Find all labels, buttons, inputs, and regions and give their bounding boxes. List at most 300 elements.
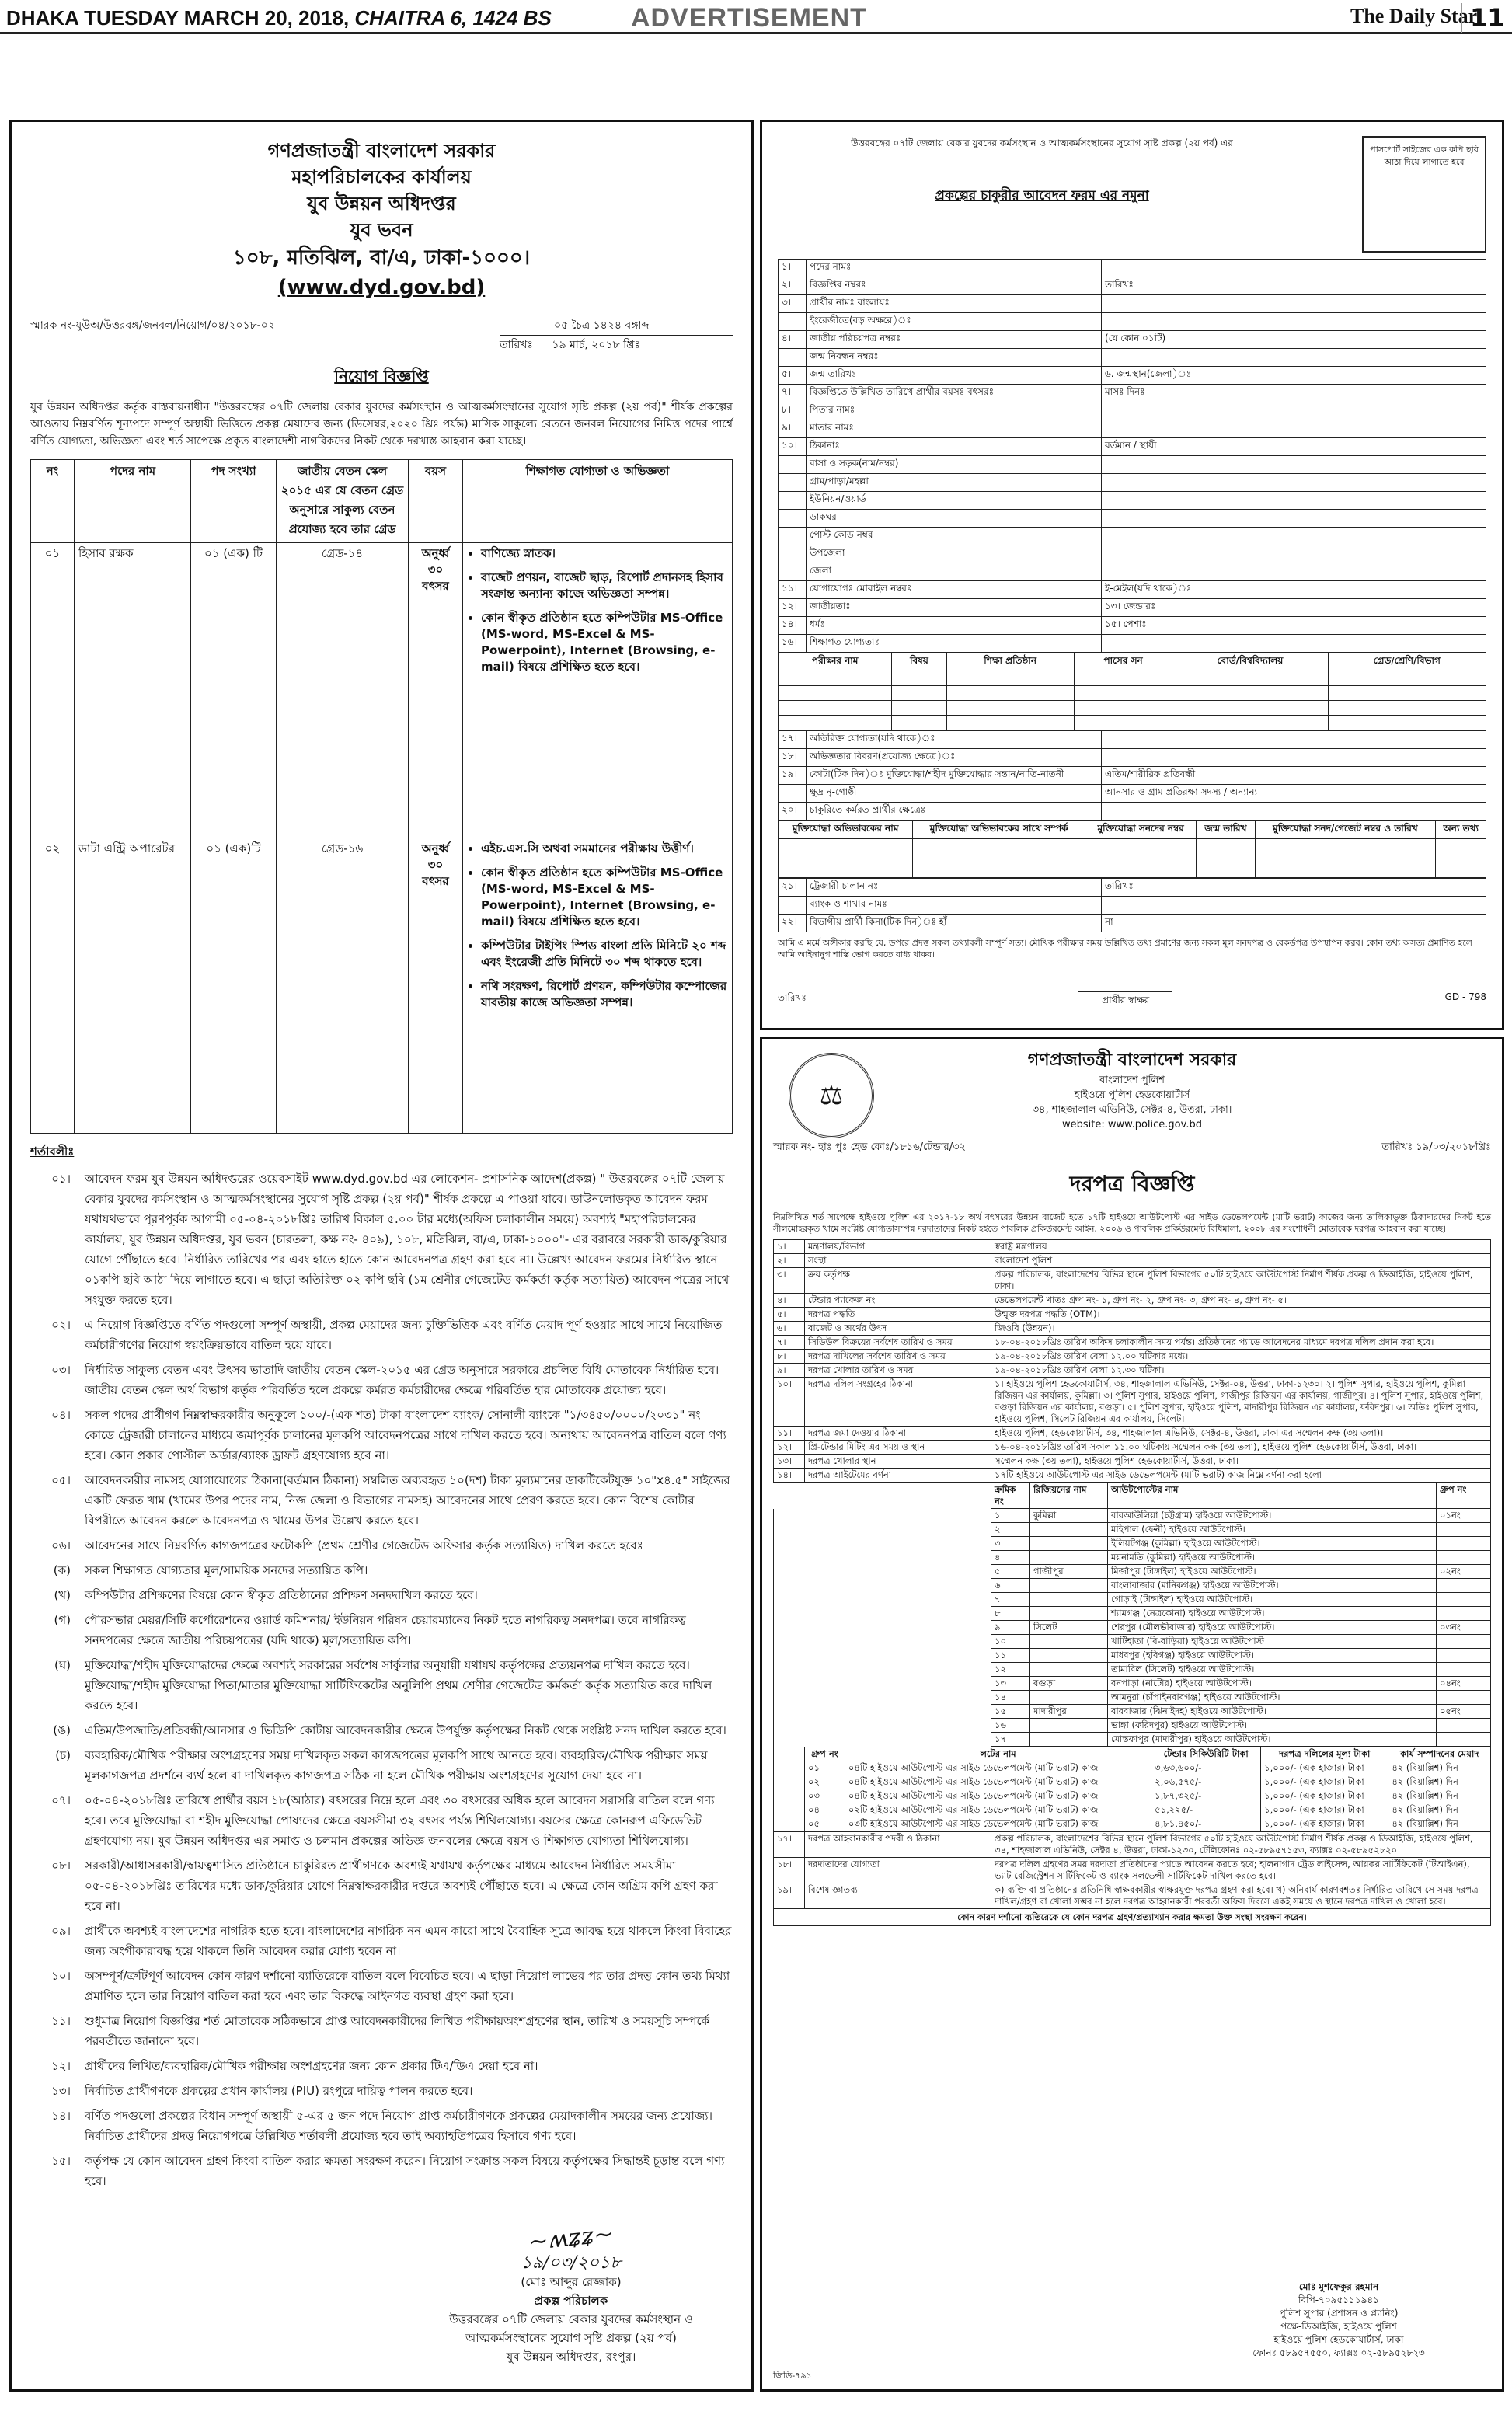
officer-name: মোঃ মুশফেকুর রহমান [1298, 2281, 1379, 2292]
form-row-extra[interactable] [1102, 474, 1486, 492]
dyd-website[interactable]: (www.dyd.gov.bd) [277, 276, 486, 299]
form-header-row [778, 136, 1486, 253]
police-gov: গণপ্রজাতন্ত্রী বাংলাদেশ সরকার [1027, 1050, 1237, 1070]
form-row[interactable] [779, 785, 1486, 803]
signature-scribble: ~ʍʑʑ~ [527, 2220, 615, 2256]
form-row[interactable] [779, 767, 1486, 785]
condition-number: (খ) [54, 1588, 71, 1602]
condition-number: ০৭। [51, 1793, 71, 1807]
form-row[interactable] [779, 492, 1486, 510]
conditions-title: শর্তাবলীঃ [30, 1145, 75, 1158]
condition-text: এতিম/উপজাতি/প্রতিবন্ধী/আনসার ও ভিডিপি কোটায় আবেদনকারীর ক্ষেত্রে উপর্যুক্ত কর্তৃপক্ষের নিকট থেকে সংশ্লিষ্ট সনদ দাখিল করতে হবে। [85, 1723, 726, 1737]
condition-number: ০৯। [51, 1924, 71, 1938]
form-row[interactable] [779, 295, 1486, 313]
form-row[interactable] [779, 563, 1486, 581]
form-row-label: গ্রাম/পাড়া/মহল্লা [807, 474, 1102, 492]
form-row-number: ২। [779, 277, 807, 295]
dyd-dept: যুব উন্নয়ন অধিদপ্তর [307, 193, 456, 214]
form-row[interactable] [779, 474, 1486, 492]
edu-row[interactable] [779, 671, 1486, 686]
form-title: প্রকল্পের চাকুরীর আবেদন ফরম এর নমুনা [935, 188, 1149, 204]
group-row: ০৪ ০২টি হাইওয়ে আউটপোস্ট এর সাইড ডেভেলপমেন্ট (মাটি ভরাট) কাজ ৫১,২২৫/- ১,০০০/- (এক হাজার) টাকা ৪২ (বিয়াল্লিশ) দিন [774, 1803, 1491, 1817]
form-row-number: ২২। [779, 915, 807, 932]
outpost-row: ৭ গোড়াই (টাঙ্গাইল) হাইওয়ে আউটপোস্ট। [774, 1593, 1491, 1607]
police-signature-block [1222, 2280, 1455, 2360]
condition-number: (গ) [54, 1613, 71, 1627]
condition-text: এ নিয়োগ বিজ্ঞপ্তিতে বর্ণিত পদগুলো সম্পূর্ণ অস্থায়ী, প্রকল্প মেয়াদের জন্য চুক্তিভিত্তিক এবং বর্ণিত মেয়াদ পূর্ণ হওয়ার সাথে সাথে নিয়োজিত কর্মচারীগণের নিয়োগ স্বয়ংক্রিয়ভাবে বাতিল হয়ে যাবে। [85, 1318, 723, 1352]
form-row-extra[interactable] [1102, 731, 1486, 749]
column-header: গ্রুপ নং [805, 1747, 845, 1761]
column-header: কার্য সম্পাদনের মেয়াদ [1388, 1747, 1491, 1761]
group-row: ০৩ ০৪টি হাইওয়ে আউটপোস্ট এর সাইড ডেভেলপমেন্ট (মাটি ভরাট) কাজ ১,৮৭,৩২৫/- ১,০০০/- (এক হাজার) টাকা ৪২ (বিয়াল্লিশ) দিন [774, 1789, 1491, 1803]
form-row[interactable] [779, 599, 1486, 617]
form-row[interactable] [779, 385, 1486, 402]
column-header: দরপত্র দলিলের মূল্য টাকা [1261, 1747, 1388, 1761]
condition-text: অসম্পূর্ণ/ত্রুটিপূর্ণ আবেদন কোন কারণ দর্শানো ব্যাতিরেকে বাতিল বলে বিবেচিত হবে। এ ছাড়া নিয়োগ লাভের পর তার প্রদত্ত কোন তথ্য মিথ্যা প্রমাণিত হলে তার নিয়োগ বাতিল করা হবে এবং তার বিরুদ্ধে আইনগত ব্যবস্থা গ্রহণ করা হবে। [85, 1969, 730, 2003]
condition-item [30, 1560, 733, 1580]
form-row-number: ৭। [779, 385, 807, 402]
condition-item [30, 1535, 733, 1556]
group-header-row [774, 1747, 1491, 1761]
vacancy-row: ০২ ডাটা এন্ট্রি অপারেটর ০১ (এক)টি গ্রেড-১৬ অনুর্ধ্ব ৩০ বৎসর • এইচ.এস.সি অথবা সমমানের পরীক্ষায় উত্তীর্ণ। • কোন স্বীকৃত প্রতিষ্ঠান হতে কম্পিউটার MS-Office (MS-word, MS-Excel & MS-Powerpoint), Internet (Browsing, e-mail) বিষয়ে প্রশিক্ষিত হতে হবে। • কম্পিউটার টাইপিং স্পিড বাংলা প্রতি মিনিটে ২০ শব্দ এবং ইংরেজী প্রতি মিনিটে ৩০ শব্দ থাকতে হবে। • নথি সংরক্ষণ, রিপোর্ট প্রণয়ন, কম্পিউটার কম্পোজের যাবতীয় কাজে অভিজ্ঞতা সম্পন্ন। [31, 838, 733, 1134]
police-website[interactable]: website: www.police.gov.bd [1062, 1119, 1202, 1131]
tender-extra-row: ১৭। দরপত্র আহবানকারীর পদবী ও ঠিকানা প্রকল্প পরিচালক, বাংলাদেশের বিভিন্ন স্থানে পুলিশ বিভাগের ৫০টি হাইওয়ে আউটপোস্ট নির্মাণ শীর্ষক প্রকল্প ও ডিআইজি, হাইওয়ে পুলিশ, ৩৪, শাহজালাল এভিনিউ, সেক্টর ৪, উত্তরা, ঢাকা-১২৩০, টেলিফোনঃ ০২-৫৮৯৫৭১৫৩, ফ্যাক্সঃ ০২-৫৮৯৫২৮২০ [774, 1832, 1491, 1858]
form-row-number [779, 785, 807, 803]
form-gd-code: GD - 798 [1444, 991, 1486, 1002]
form-row-extra[interactable] [1102, 456, 1486, 474]
form-table-quota [778, 730, 1486, 821]
form-row-label: জাতীয়তাঃ [807, 599, 1102, 617]
form-row-label: অভিজ্ঞতার বিবরণ(প্রযোজ্য ক্ষেত্রে)ঃ [807, 749, 1102, 767]
form-row[interactable] [779, 331, 1486, 349]
signer-name: (মোঃ আব্দুর রেজ্জাক) [521, 2275, 622, 2289]
tender-details-table [773, 1239, 1491, 1483]
condition-number: ০৩। [51, 1363, 71, 1377]
form-row-label: বিজ্ঞপ্তির নম্বরঃ [807, 277, 1102, 295]
dyd-title: নিয়োগ বিজ্ঞপ্তি [334, 367, 429, 385]
police-emblem-icon: ⚖ [789, 1053, 874, 1138]
form-row-label: জন্ম নিবন্ধন নম্বরঃ [807, 349, 1102, 367]
form-row-number: ১৬। [779, 635, 807, 653]
form-row-extra[interactable]: তারিখঃ [1102, 879, 1486, 897]
form-row-label: পোস্ট কোড নম্বর [807, 528, 1102, 545]
condition-item [30, 2056, 733, 2076]
condition-text: মুক্তিযোদ্ধা/শহীদ মুক্তিযোদ্ধাদের ক্ষেত্রে অবশ্যই সরকারের সর্বশেষ সার্কুলার অনুযায়ী যথাযথ কর্তৃপক্ষের প্রত্যয়নপত্র দাখিল করতে হবে। মুক্তিযোদ্ধা/শহীদ মুক্তিযোদ্ধা পিতা/মাতার মুক্তিযোদ্ধা সার্টিফিকেটের অনুলিপি প্রথম শ্রেণীর গেজেটেড কর্মকর্তা কর্তৃক সত্যায়িত করে দাখিল করতে হবে। [85, 1658, 712, 1712]
condition-number: (চ) [55, 1748, 71, 1762]
form-row-extra[interactable] [1102, 545, 1486, 563]
form-row-label: বিভাগীয় প্রার্থী কিনা(টিক দিন)ঃ হাঁ [807, 915, 1102, 932]
condition-number: (ক) [53, 1563, 71, 1577]
edu-header-row [779, 653, 1486, 671]
condition-item [30, 1720, 733, 1740]
form-row-extra[interactable]: আনসার ও গ্রাম প্রতিরক্ষা সদস্য / অন্যান্য [1102, 785, 1486, 803]
column-header: আউটপোস্টের নাম [1108, 1483, 1437, 1509]
police-date: তারিখঃ ১৯/০৩/২০১৮খ্রিঃ [1381, 1141, 1491, 1153]
form-row[interactable] [779, 313, 1486, 331]
officer-office: হাইওয়ে পুলিশ হেডকোয়ার্টার্স, ঢাকা [1273, 2334, 1404, 2345]
form-row-label: ব্যাংক ও শাখার নামঃ [807, 897, 1102, 915]
dyd-gov: গণপ্রজাতন্ত্রী বাংলাদেশ সরকার [267, 140, 496, 162]
form-row[interactable] [779, 749, 1486, 767]
form-row[interactable] [779, 731, 1486, 749]
outpost-row: ১৫ মাদারীপুর বারবাজার (ঝিনাইদহ) হাইওয়ে আউটপোস্ট। ০৫নং [774, 1705, 1491, 1719]
condition-text: কম্পিউটার প্রশিক্ষণের বিষয়ে কোন স্বীকৃত প্রতিষ্ঠানের প্রশিক্ষণ সনদদাখিল করতে হবে। [85, 1588, 478, 1602]
form-row-label: অতিরিক্ত যোগ্যতা(যদি থাকে)ঃ [807, 731, 1102, 749]
form-row[interactable] [779, 635, 1486, 653]
form-row-number [779, 349, 807, 367]
form-row-extra[interactable] [1102, 313, 1486, 331]
form-row-extra[interactable] [1102, 528, 1486, 545]
column-header: গ্রুপ নং [1437, 1483, 1491, 1509]
form-row[interactable] [779, 260, 1486, 277]
form-row-label: ইংরেজীতে(বড় অক্ষরে)ঃ [807, 313, 1102, 331]
condition-number: ১৪। [51, 2109, 71, 2123]
form-row-label: মাতার নামঃ [807, 420, 1102, 438]
form-sign-label: প্রার্থীর স্বাক্ষর [1078, 991, 1172, 1011]
column-header: লটের নাম [845, 1747, 1151, 1761]
form-row-extra[interactable] [1102, 260, 1486, 277]
dyd-office: মহাপরিচালকের কার্যালয় [291, 166, 472, 188]
condition-text: আবেদন ফরম যুব উন্নয়ন অধিদপ্তরের ওয়েবসাইট www.dyd.gov.bd এর লোকেশন- প্রশাসনিক আদেশ(প্রকল্প) " উত্তরবঙ্গের ০৭টি জেলায় বেকার যুবদের কর্মসংস্থান ও আত্মকর্মসংস্থানের সুযোগ সৃষ্টি প্রকল্প (২য় পর্ব)" শীর্ষক প্রকল্পে এ পাওয়া যাবে। ডাউনলোডকৃত আবেদন ফরম যথাযথভাবে পূরণপূর্বক আগামী ০৫-০৪-২০১৮খ্রিঃ তারিখ বিকাল ৫.০০ টার মধ্যে(অফিস চলাকালীন সময়ে) অবশ্যই "মহাপরিচালকের কার্যালয়, যুব উন্নয়ন অধিদপ্তর, যুব ভবন (চারতলা, কক্ষ নং- ৪০৯), ১০৮, মতিঝিল, বা/এ, ঢাকা-১০০০"- এর বরাবরে সরকারী ডাক/কুরিয়ার যোগে পৌঁছাতে হবে। নির্ধারিত তারিখের পর এবং হাতে হাতে কোন আবেদনপত্র গ্রহণ করা হবে না। উল্লেখ্য আবেদন ফরমের নির্ধারিত স্থানে ০১কপি ছবি আঠা দিয়ে লাগাতে হবে। এ ছাড়া অতিরিক্ত ০২ কপি ছবি (১ম শ্রেনীর গেজেটেড কর্মকর্তা কর্তৃক সত্যায়িত) আবেদন পত্রের সাথে সংযুক্ত করতে হবে। [85, 1172, 730, 1307]
form-row-number: ৯। [779, 420, 807, 438]
dyd-date: ০৫ চৈত্র ১৪২৪ বঙ্গাব্দ তারিখঃ ১৯ মার্চ, ২০১৮ খ্রিঃ [500, 316, 733, 354]
form-row-label: জন্ম তারিখঃ [807, 367, 1102, 385]
form-row[interactable] [779, 879, 1486, 897]
form-row-label: চাকুরিতে কর্মরত প্রার্থীর ক্ষেত্রেঃ [807, 803, 1102, 821]
dyd-memo-row [30, 316, 733, 354]
form-row-number [779, 456, 807, 474]
condition-number: ১৩। [51, 2084, 71, 2098]
form-row-number [779, 563, 807, 581]
form-row-extra[interactable]: (যে কোন ০১টি) [1102, 331, 1486, 349]
form-row[interactable] [779, 367, 1486, 385]
dyd-signature-block [416, 2220, 726, 2366]
condition-number: (ঘ) [54, 1658, 71, 1672]
form-row-extra[interactable] [1102, 420, 1486, 438]
condition-text: ০৫-০৪-২০১৮খ্রিঃ তারিখে প্রার্থীর বয়স ১৮(আঠার) বৎসরের নিম্নে হলে এবং ৩০ বৎসরের অধিক হলে আবেদন সরাসরি বাতিল বলে গণ্য হবে। তবে মুক্তিযোদ্ধা বা শহীদ মুক্তিযোদ্ধা পোষ্যদের ক্ষেত্রে বয়সসীমা ৩২ বৎসর পর্যন্ত শিথিলযোগ্য। বয়সের ক্ষেত্রে কোনরূপ এফিডেভিট গ্রহণযোগ্য নয়। যুব উন্নয়ন অধিদপ্তর এর সমাপ্ত ও চলমান প্রকল্পের অভিজ্ঞ জনবলের ক্ষেত্রে বয়স ও শিক্ষাগত যোগ্যতা শিথিলযোগ্য। [85, 1793, 715, 1848]
tender-detail-row: ১। মন্ত্রণালয়/বিভাগ স্বরাষ্ট্র মন্ত্রণালয় [774, 1240, 1491, 1254]
condition-number: ০১। [51, 1172, 71, 1186]
officer-title2: পক্ষে-ডিআইজি, হাইওয়ে পুলিশ [1280, 2321, 1397, 2332]
form-row-extra[interactable] [1102, 897, 1486, 915]
condition-number: ০৮। [51, 1859, 71, 1873]
tender-groups-table [773, 1747, 1491, 1831]
tender-outposts-table [773, 1483, 1491, 1747]
outpost-row: ১৭ মোস্তফাপুর (মাদারীপুর) হাইওয়ে আউটপোস্ট। [774, 1733, 1491, 1747]
condition-text: শুধুমাত্র নিয়োগ বিজ্ঞপ্তির শর্ত মোতাবেক সঠিকভাবে প্রাপ্ত আবেদনকারীদের লিখিত পরীক্ষায়অংশগ্রহণের স্থান, তারিখ ও সময়সূচি সম্পর্কে পরবর্তীতে জানানো হবে। [85, 2014, 709, 2048]
officer-id: বিপি-৭০৯৫১১১৯৪১ [1298, 2294, 1379, 2305]
form-row-number: ৪। [779, 331, 807, 349]
edu-row[interactable] [779, 716, 1486, 730]
condition-item [30, 2011, 733, 2051]
form-row-extra[interactable]: এতিম/শারীরিক প্রতিবন্ধী [1102, 767, 1486, 785]
condition-item [30, 1585, 733, 1605]
condition-item [30, 1405, 733, 1465]
condition-item [30, 1655, 733, 1716]
form-row[interactable] [779, 277, 1486, 295]
column-header: মুক্তিযোদ্ধা অভিভাবকের সাথে সম্পর্ক [913, 821, 1085, 839]
police-tender-ad [760, 1037, 1504, 2392]
form-row-extra[interactable] [1102, 510, 1486, 528]
edu-row[interactable] [779, 701, 1486, 716]
form-row-label: ট্রেজারী চালান নঃ [807, 879, 1102, 897]
form-row-extra[interactable] [1102, 803, 1486, 821]
condition-number: ১২। [51, 2059, 71, 2073]
column-header: বিষয় [892, 653, 946, 671]
form-table-personal [778, 259, 1486, 653]
tender-detail-row: ১৩। দরপত্র খোলার স্থান সম্মেলন কক্ষ (৩য় তলা), হাইওয়ে পুলিশ হেডকোয়ার্টার্স, উত্তরা, ঢাকা। [774, 1455, 1491, 1469]
vacancy-row: ০১ হিসাব রক্ষক ০১ (এক) টি গ্রেড-১৪ অনুর্ধ্ব ৩০ বৎসর • বাণিজ্যে স্নাতক। • বাজেট প্রণয়ন, বাজেট ছাড়, রিপোর্ট প্রদানসহ হিসাব সংক্রান্ত অন্যান্য কাজে অভিজ্ঞতা সম্পন্ন। • কোন স্বীকৃত প্রতিষ্ঠান হতে কম্পিউটার MS-Office (MS-word, MS-Excel & MS-Powerpoint), Internet (Browsing, e-mail) বিষয়ে প্রশিক্ষিত হতে হবে। [31, 543, 733, 838]
police-hq: হাইওয়ে পুলিশ হেডকোয়ার্টার্স [1074, 1089, 1190, 1101]
form-row-extra[interactable] [1102, 749, 1486, 767]
column-header: পাসের সন [1074, 653, 1172, 671]
outpost-row: ১৪ আমনুরা (চাঁপাইনবাবগঞ্জ) হাইওয়ে আউটপোস্ট। [774, 1691, 1491, 1705]
condition-item [30, 1855, 733, 1916]
signer-office: যুব উন্নয়ন অধিদপ্তর, রংপুর। [506, 2350, 636, 2364]
condition-text: আবেদনের সাথে নিম্নবর্ণিত কাগজপত্রের ফটোকপি (প্রথম শ্রেণীর গেজেটেড অফিসার কর্তৃক সত্যায়িত) দাখিল করতে হবেঃ [85, 1538, 643, 1552]
form-row-number: ১৭। [779, 731, 807, 749]
form-row-number [779, 545, 807, 563]
form-row[interactable] [779, 545, 1486, 563]
outpost-row: ৯ সিলেট শেরপুর (মৌলভীবাজার) হাইওয়ে আউটপোস্ট। ০৩নং [774, 1621, 1491, 1635]
form-row-label: জেলা [807, 563, 1102, 581]
form-row-number [779, 492, 807, 510]
outpost-row: ১৬ ভাঙ্গা (ফরিদপুর) হাইওয়ে আউটপোস্ট। [774, 1719, 1491, 1733]
edu-row[interactable] [779, 686, 1486, 701]
condition-number: ০৫। [51, 1473, 71, 1487]
form-row-number: ১৯। [779, 767, 807, 785]
condition-text: প্রার্থীদের লিখিত/ব্যবহারিক/মৌখিক পরীক্ষায় অংশগ্রহণের জন্য কোন প্রকার টিএ/ডিএ দেয়া হবে না। [85, 2059, 538, 2073]
outpost-header-row [774, 1483, 1491, 1509]
tender-detail-row: ১২। প্রি-টেন্ডার মিটিং এর সময় ও স্থান ১৬-০৪-২০১৮খ্রিঃ তারিখ সকাল ১১.০০ ঘটিকায় সম্মেলন কক্ষ (৩য় তলা), হাইওয়ে পুলিশ হেডকোয়ার্টার্স, উত্তরা, ঢাকা। [774, 1441, 1491, 1455]
form-row-label: পিতার নামঃ [807, 402, 1102, 420]
tender-detail-row: ১৪। দরপত্র আইটেমের বর্ণনা ১৭টি হাইওয়ে আউটপোস্ট এর সাইড ডেভেলপমেন্ট (মাটি ভরাট) কাজ নিম্নে বর্ণনা করা হলো [774, 1469, 1491, 1483]
condition-item [30, 1360, 733, 1400]
form-row-number: ১৪। [779, 617, 807, 635]
condition-item [30, 1790, 733, 1851]
form-row-number [779, 897, 807, 915]
condition-item [30, 1169, 733, 1310]
outpost-row: ১০ খাটিহাতা (বি-বাড়িয়া) হাইওয়ে আউটপোস্ট। [774, 1635, 1491, 1649]
tender-detail-row: ৩। ক্রয় কর্তৃপক্ষ প্রকল্প পরিচালক, বাংলাদেশের বিভিন্ন স্থানে পুলিশ বিভাগের ৫০টি হাইওয়ে আউটপোস্ট নির্মাণ শীর্ষক প্রকল্প ও ডিআইজি, হাইওয়ে পুলিশ, ঢাকা। [774, 1268, 1491, 1294]
form-row[interactable] [779, 897, 1486, 915]
condition-text: কর্তৃপক্ষ যে কোন আবেদন গ্রহণ কিংবা বাতিল করার ক্ষমতা সংরক্ষণ করেন। নিয়োগ সংক্রান্ত সকল বিষয়ে কর্তৃপক্ষের সিদ্ধান্তই চূড়ান্ত বলে গণ্য হবে। [85, 2154, 725, 2188]
tender-detail-row: ৪। টেন্ডার প্যাকেজ নং ডেভেলপমেন্ট খাতঃ গ্রুপ নং- ১, গ্রুপ নং- ২, গ্রুপ নং- ৩, গ্রুপ নং- ৪, গ্রুপ নং- ৫। [774, 1294, 1491, 1308]
dyd-header [30, 138, 733, 302]
form-row-extra[interactable]: ই-মেইল(যদি থাকে)ঃ [1102, 581, 1486, 599]
form-row[interactable] [779, 420, 1486, 438]
form-row[interactable] [779, 617, 1486, 635]
quota-header-row [779, 821, 1486, 839]
masthead [0, 0, 1512, 34]
form-row[interactable] [779, 349, 1486, 367]
tender-detail-row: ৯। দরপত্র খোলার তারিখ ও সময় ১৯-০৪-২০১৮খ্রিঃ তারিখ বেলা ১২.৩০ ঘটিকা। [774, 1364, 1491, 1378]
tender-reserve-note: কোন কারণ দর্শানো ব্যতিরেকে যে কোন দরপত্র গ্রহণ/প্রত্যাখ্যান করার ক্ষমতা উক্ত সংস্থা সংরক্ষণ করেন। [773, 1909, 1491, 1926]
form-row-extra[interactable]: না [1102, 915, 1486, 932]
tender-detail-row: ১১। দরপত্র জমা দেওয়ার ঠিকানা হাইওয়ে পুলিশ, হেডকোয়ার্টার্স, ৩৪, শাহজালাল এভিনিউ, সেক্টর-৪, উত্তরা, ঢাকা এর সম্মেলন কক্ষ (৩য় তলা)। [774, 1427, 1491, 1441]
form-row-extra[interactable] [1102, 563, 1486, 581]
form-row-number: ১। [779, 260, 807, 277]
form-header: উত্তরবঙ্গের ০৭টি জেলায় বেকার যুবদের কর্মসংস্থান ও আত্মকর্মসংস্থানের সুযোগ সৃষ্টি প্রকল্প (২য় পর্ব) এর প্রকল্পের চাকুরীর আবেদন ফরম এর নমুনা [778, 136, 1306, 253]
tender-extra-row: ১৯। বিশেষ জ্ঞাতব্য ক) ব্যক্তি বা প্রতিষ্ঠানের প্রতিনিধি স্বাক্ষরকারীর স্বাক্ষরযুক্ত দরপত্র গ্রহণ করা হবে। খ) অনিবার্য কারণবশতঃ নির্ধারিত তারিখে সে সময় দরপত্র দাখিল/গ্রহণ বা খোলা সম্ভব না হলে দরপত্র আহ্বানকারী পরবর্তী অফিস দিবসে একই সময়ে ও স্থানে দরপত্র দাখিল ও খোলা হবে। [774, 1883, 1491, 1909]
group-row: ০২ ০৪টি হাইওয়ে আউটপোস্ট এর সাইড ডেভেলপমেন্ট (মাটি ভরাট) কাজ ২,০৬,৫৭৫/- ১,০০০/- (এক হাজার) টাকা ৪২ (বিয়াল্লিশ) দিন [774, 1775, 1491, 1789]
condition-text: ব্যবহারিক/মৌখিক পরীক্ষার অংশগ্রহণের সময় দাখিলকৃত সকল কাগজপত্রের মূলকপি সাথে আনতে হবে। ব্যবহারিক/মৌখিক পরীক্ষার সময় মূলকাগজপত্র প্রদর্শনে ব্যর্থ হলে বা দাখিলকৃত কাগজপত্র সঠিক না হলে মৌখিক পরীক্ষায় অংশগ্রহণের সুযোগ দেয়া হবে না। [85, 1748, 708, 1782]
form-row-number [779, 313, 807, 331]
form-row-extra[interactable]: ৬. জন্মস্থান(জেলা)ঃ [1102, 367, 1486, 385]
form-row-number: ১২। [779, 599, 807, 617]
condition-text: সরকারী/আধাসরকারী/স্বায়ত্বশাসিত প্রতিষ্ঠানে চাকুরিরত প্রার্থীগণকে অবশ্যই যথাযথ কর্তৃপক্ষের মাধ্যমে আবেদন নির্ধারিত সময়সীমা ০৫-০৪-২০১৮খ্রিঃ তারিখের মধ্যে ডাক/কুরিয়ার যোগে নিম্নস্বাক্ষরকারীর দপ্তরে অবশ্যই পৌঁছাতে হবে। এ ক্ষেত্রে কোন অগ্রিম কপি গ্রহণ করা হবে না। [85, 1859, 718, 1913]
form-row[interactable] [779, 456, 1486, 474]
outpost-row: ৪ ময়নামতি (কুমিল্লা) হাইওয়ে আউটপোস্ট। [774, 1551, 1491, 1565]
form-row-extra[interactable]: বর্তমান / স্থায়ী [1102, 438, 1486, 456]
page-number: 11 [1461, 3, 1505, 33]
form-row-extra[interactable]: মাসঃ দিনঃ [1102, 385, 1486, 402]
signature-date: ১৯/০৩/২০১৮ [521, 2253, 622, 2273]
condition-text: নির্ধারিত সাকুল্য বেতন এবং উৎসব ভাতাদি জাতীয় বেতন স্কেল-২০১৫ এর গ্রেড অনুসারে সরকারে প্রচলিত বিধি মোতাবেক নির্ধারিত হবে। জাতীয় বেতন স্কেল অর্থ বিভাগ কর্তৃক পরিবর্তিত হলে প্রকল্পে কর্মরত কর্মচারীদের ক্ষেত্রে পরিবর্তিত হার মোতাবেক প্রযোজ্য হবে। [85, 1363, 719, 1397]
form-row[interactable] [779, 915, 1486, 932]
form-table-treasury [778, 878, 1486, 932]
conditions-list [30, 1169, 733, 2191]
dyd-memo: স্মারক নং-যুউঅ/উত্তরবঙ্গ/জনবল/নিয়োগ/০৪/২০১৮-০২ [30, 319, 275, 332]
photo-box[interactable]: পাসপোর্ট সাইজের এক কপি ছবি আঠা দিয়ে লাগাতে হবে [1362, 136, 1486, 253]
police-org: বাংলাদেশ পুলিশ [1099, 1075, 1165, 1086]
form-row-number [779, 474, 807, 492]
condition-item [30, 2151, 733, 2191]
form-row-label: বিজ্ঞপ্তিতে উল্লিখিত তারিখে প্রার্থীর বয়সঃ বৎসরঃ [807, 385, 1102, 402]
dateline: DHAKA TUESDAY MARCH 20, 2018, CHAITRA 6, 1424 BS [6, 6, 552, 30]
condition-item [30, 1745, 733, 1786]
condition-text: আবেদনকারীর নামসহ যোগাযোগের ঠিকানা(বর্তমান ঠিকানা) সম্বলিত অব্যবহৃত ১০(দশ) টাকা মূল্যমানের ডাকটিকেটযুক্ত ১০"x৪.৫" সাইজের একটি ফেরত খাম (খামের উপর পদের নাম, নিজ জেলা ও বিভাগের নামসহ) আবেদনের সাথে প্রেরণ করতে হবে। কোন বিশেষ কোটার বিপরীতে আবেদন করলে আবেদনপত্র ও খামের উপর উল্লেখ করতে হবে। [85, 1473, 730, 1528]
outpost-row: ১৩ বগুড়া বনপাড়া (নাটোর) হাইওয়ে আউটপোস্ট। ০৪নং [774, 1677, 1491, 1691]
condition-item [30, 2081, 733, 2101]
column-header: জন্ম তারিখ [1197, 821, 1255, 839]
condition-item [30, 1966, 733, 2006]
column-header: গ্রেড/শ্রেণি/বিভাগ [1328, 653, 1486, 671]
tender-detail-row: ৭। সিডিউল বিক্রয়ের সর্বশেষ তারিখ ও সময় ১৮-০৪-২০১৮খ্রিঃ তারিখ অফিস চলাকালীন সময় পর্যন্ত। প্রতিষ্ঠানের প্যাডে আবেদনের মাধ্যমে দরপত্র দলিল প্রদান করা হবে। [774, 1336, 1491, 1350]
form-row-number: ৫। [779, 367, 807, 385]
tender-extra-row: ১৮। দরদাতাদের যোগ্যতা দরপত্র দলিল গ্রহণের সময় দরদাতা প্রতিষ্ঠানের প্যাডে আবেদন করতে হবে; হালনাগাদ ট্রেড লাইসেন্স, আয়কর সার্টিফিকেট (টিআইএন), ভ্যাট রেজিস্ট্রেশন সার্টিফিকেট ও ব্যাংক সলভেন্সী সার্টিফিকেট দাখিল করতে হবে। [774, 1858, 1491, 1883]
form-row-label: শিক্ষাগত যোগ্যতাঃ [807, 635, 1102, 653]
form-row-extra[interactable] [1102, 635, 1486, 653]
form-row-label: ডাকঘর [807, 510, 1102, 528]
dyd-intro: যুব উন্নয়ন অধিদপ্তর কর্তৃক বাস্তবায়নাধীন "উত্তরবঙ্গের ০৭টি জেলায় বেকার যুবদের কর্মসংস্থান ও আত্মকর্মসংস্থানের সুযোগ সৃষ্টি প্রকল্প (২য় পর্ব)" শীর্ষক প্রকল্পের আওতায় নিম্নবর্ণিত শূন্যপদে সম্পূর্ণ অস্থায়ী ভিত্তিতে প্রকল্প মেয়াদের জন্য (ডিসেম্বর,২০২০ খ্রিঃ পর্যন্ত) মাসিক সাকুল্যে বেতনে জনবল নিয়োগের নিমিত্ত পদের পার্শ্বে বর্ণিত যোগ্যতা, অভিজ্ঞতা এবং শর্ত সাপেক্ষে প্রকৃত বাংলাদেশী নাগরিকদের নিকট থেকে দরখাস্ত আহবান করা যাচ্ছে। [30, 401, 733, 448]
form-row-label: ক্ষুদ্র নৃ-গোষ্ঠী [807, 785, 1102, 803]
signer-title: প্রকল্প পরিচালক [534, 2294, 608, 2308]
condition-text: বর্ণিত পদগুলো প্রকল্পের বিধান সম্পূর্ণ অস্থায়ী ৫-এর ৫ জন পদে নিয়োগ প্রাপ্ত কর্মচারীগণকে প্রকল্পের মেয়াদকালীন সময়ের জন্য প্রযোজ্য। নির্বাচিত প্রার্থীদের প্রদত্ত নিয়োগপত্রে উল্লিখিত শর্তাবলী প্রযোজ্য হবে তাই অব্যাহতিপত্রের হিসাবে গণ্য হবে। [85, 2109, 712, 2143]
tender-extra-table [773, 1831, 1491, 1909]
form-row[interactable] [779, 528, 1486, 545]
condition-text: পৌরসভার মেয়র/সিটি কর্পোরেশনের ওয়ার্ড কমিশনার/ ইউনিয়ন পরিষদ চেয়ারম্যানের নিকট হতে নাগরিকত্ব সনদপত্র। তবে নাগরিকত্ব সনদপত্রের ক্ষেত্রে জাতীয় পরিচয়পত্রের (যদি থাকে) মূল/সত্যায়িত কপি। [85, 1613, 686, 1647]
dyd-recruitment-ad [9, 120, 754, 2392]
signer-project: উত্তরবঙ্গের ০৭টি জেলায় বেকার যুবদের কর্মসংস্থান ও আত্মকর্মসংস্থানের সুযোগ সৃষ্টি প্রকল্প (২য় পর্ব) [449, 2312, 693, 2345]
police-code: জিডি-৭৯১ [773, 2371, 812, 2381]
column-header: মুক্তিযোদ্ধা অভিভাবকের নাম [779, 821, 913, 839]
condition-number: ০৬। [51, 1538, 71, 1552]
form-row-label: যোগাযোগঃ মোবাইল নম্বরঃ [807, 581, 1102, 599]
form-row-number: ৮। [779, 402, 807, 420]
column-header: শিক্ষা প্রতিষ্ঠান [946, 653, 1074, 671]
form-footer [778, 991, 1486, 1011]
condition-item [30, 1610, 733, 1650]
tender-detail-row: ৫। দরপত্র পদ্ধতি উন্মুক্ত দরপত্র পদ্ধতি (OTM)। [774, 1308, 1491, 1322]
condition-number: ১১। [51, 2014, 71, 2028]
condition-number: ১৫। [51, 2154, 71, 2168]
vacancy-table [30, 459, 733, 1134]
form-declaration: আমি এ মর্মে অঙ্গীকার করছি যে, উপরে প্রদত্ত সকল তথ্যাবলী সম্পূর্ণ সত্য। মৌখিক পরীক্ষার সময় উল্লিখিত তথ্য প্রমাণের জন্য সকল মূল সনদপত্র ও রেকর্ডপত্র উপস্থাপন করব। কোন তথ্য অসত্য প্রমাণিত হলে আমি আইনানুগ শাস্তি ভোগ করতে বাধ্য থাকব। [778, 938, 1472, 960]
form-row[interactable] [779, 581, 1486, 599]
quota-row[interactable] [779, 839, 1486, 878]
form-row-number: ৩। [779, 295, 807, 313]
condition-number: (ঙ) [53, 1723, 71, 1737]
form-row-extra[interactable]: ১৫। পেশাঃ [1102, 617, 1486, 635]
dyd-building: যুব ভবন [350, 219, 413, 241]
form-row-extra[interactable]: ১৩। জেন্ডারঃ [1102, 599, 1486, 617]
column-header: পরীক্ষার নাম [779, 653, 892, 671]
form-row-label: ঠিকানাঃ [807, 438, 1102, 456]
application-form-ad [760, 120, 1504, 1030]
condition-number: ০২। [51, 1318, 71, 1332]
form-row-extra[interactable] [1102, 295, 1486, 313]
form-row-number: ১১। [779, 581, 807, 599]
condition-item [30, 2106, 733, 2146]
column-header: মুক্তিযোদ্ধা সনদ/গেজেট নম্বর ও তারিখ [1255, 821, 1436, 839]
form-row-extra[interactable] [1102, 349, 1486, 367]
condition-text: প্রার্থীকে অবশ্যই বাংলাদেশের নাগরিক হতে হবে। বাংলাদেশের নাগরিক নন এমন কারো সাথে বৈবাহিক সূত্রে আবদ্ধ হয়ে থাকলে কিংবা বিবাহের জন্য অংগীকারাবদ্ধ হয়ে থাকলে তিনি আবেদন করার যোগ্য হবেন না। [85, 1924, 732, 1958]
officer-phone: ফোনঃ ৫৮৯৫৭৫৫০, ফ্যাক্সঃ ০২-৫৮৯৫২৮২৩ [1252, 2347, 1425, 2358]
form-row-number: ২১। [779, 879, 807, 897]
form-row-number: ১০। [779, 438, 807, 456]
outpost-row: ১২ তামাবিল (সিলেট) হাইওয়ে আউটপোস্ট। [774, 1663, 1491, 1677]
condition-text: সকল শিক্ষাগত যোগ্যতার মূল/সাময়িক সনদের সত্যায়িত কপি। [85, 1563, 368, 1577]
form-row-label: বাসা ও সড়ক(নাম/নম্বর) [807, 456, 1102, 474]
form-row[interactable] [779, 402, 1486, 420]
officer-title: পুলিশ সুপার (প্রশাসন ও প্ল্যানিং) [1279, 2308, 1399, 2319]
form-row-label: প্রার্থীর নামঃ বাংলায়ঃ [807, 295, 1102, 313]
form-row-extra[interactable]: তারিখঃ [1102, 277, 1486, 295]
form-row[interactable] [779, 803, 1486, 821]
form-date-label: তারিখঃ [778, 992, 807, 1003]
police-title: দরপত্র বিজ্ঞপ্তি [1069, 1171, 1195, 1197]
column-header: বোর্ড/বিশ্ববিদ্যালয় [1172, 653, 1328, 671]
form-row[interactable] [779, 438, 1486, 456]
form-row-extra[interactable] [1102, 492, 1486, 510]
outpost-row: ৮ শ্যামগঞ্জ (নেত্রকোনা) হাইওয়ে আউটপোস্ট। [774, 1607, 1491, 1621]
column-header: মুক্তিযোদ্ধা সনদের নম্বর [1085, 821, 1197, 839]
police-address: ৩৪, শাহজালাল এভিনিউ, সেক্টর-৪, উত্তরা, ঢাকা। [1032, 1104, 1232, 1116]
form-row-extra[interactable] [1102, 402, 1486, 420]
police-memo-row [773, 1140, 1491, 1156]
condition-number: ০৪। [51, 1408, 71, 1422]
form-row-label: পদের নামঃ [807, 260, 1102, 277]
outpost-row: ৩ ইলিয়টগঞ্জ (কুমিল্লা) হাইওয়ে আউটপোস্ট। [774, 1537, 1491, 1551]
form-row-number [779, 510, 807, 528]
tender-detail-row: ৬। বাজেট ও অর্থের উৎস জিওবি (উন্নয়ন)। [774, 1322, 1491, 1336]
column-header: ক্রমিক নং [991, 1483, 1030, 1509]
vacancy-header-row: নং পদের নাম পদ সংখ্যা জাতীয় বেতন স্কেল ২০১৫ এর যে বেতন গ্রেড অনুসারে সাকুল্য বেতন প্রযোজ্য হবে তার গ্রেড বয়স শিক্ষাগত যোগ্যতা ও অভিজ্ঞতা [31, 460, 733, 543]
form-row[interactable] [779, 510, 1486, 528]
condition-item [30, 1470, 733, 1531]
form-row-number: ১৮। [779, 749, 807, 767]
section-title: ADVERTISEMENT [631, 3, 867, 33]
column-header: টেন্ডার সিকিউরিটি টাকা [1151, 1747, 1261, 1761]
police-header [773, 1048, 1491, 1140]
condition-text: সকল পদের প্রার্থীগণ নিম্নস্বাক্ষরকারীর অনুকূলে ১০০/-(এক শত) টাকা বাংলাদেশ ব্যাংক/ সোনালী ব্যাংকে "১/৩৪৫০/০০০০/২০৩১" নং কোডে ট্রেজারী চালানের মাধ্যমে জমাপূর্বক চালানের মূলকপি আবেদনপত্রের সাথে দাখিল করতে হবে। অন্যথায় আবেদনপত্র বাতিল বলে গণ্য হবে। কোন প্রকার পোস্টাল অর্ডার/ব্যাংক ড্রাফট গ্রহণযোগ্য হবে না। [85, 1408, 726, 1462]
condition-item [30, 1921, 733, 1961]
condition-item [30, 1315, 733, 1355]
form-table-freedom-fighter [778, 821, 1486, 878]
outpost-row: ১ কুমিল্লা বারআউলিয়া (চট্টগ্রাম) হাইওয়ে আউটপোস্ট। ০১নং [774, 1509, 1491, 1523]
tender-detail-row: ৮। দরপত্র দাখিলের সর্বশেষ তারিখ ও সময় ১৯-০৪-২০১৮খ্রিঃ তারিখ বেলা ১২.০০ ঘটিকার মধ্যে। [774, 1350, 1491, 1364]
